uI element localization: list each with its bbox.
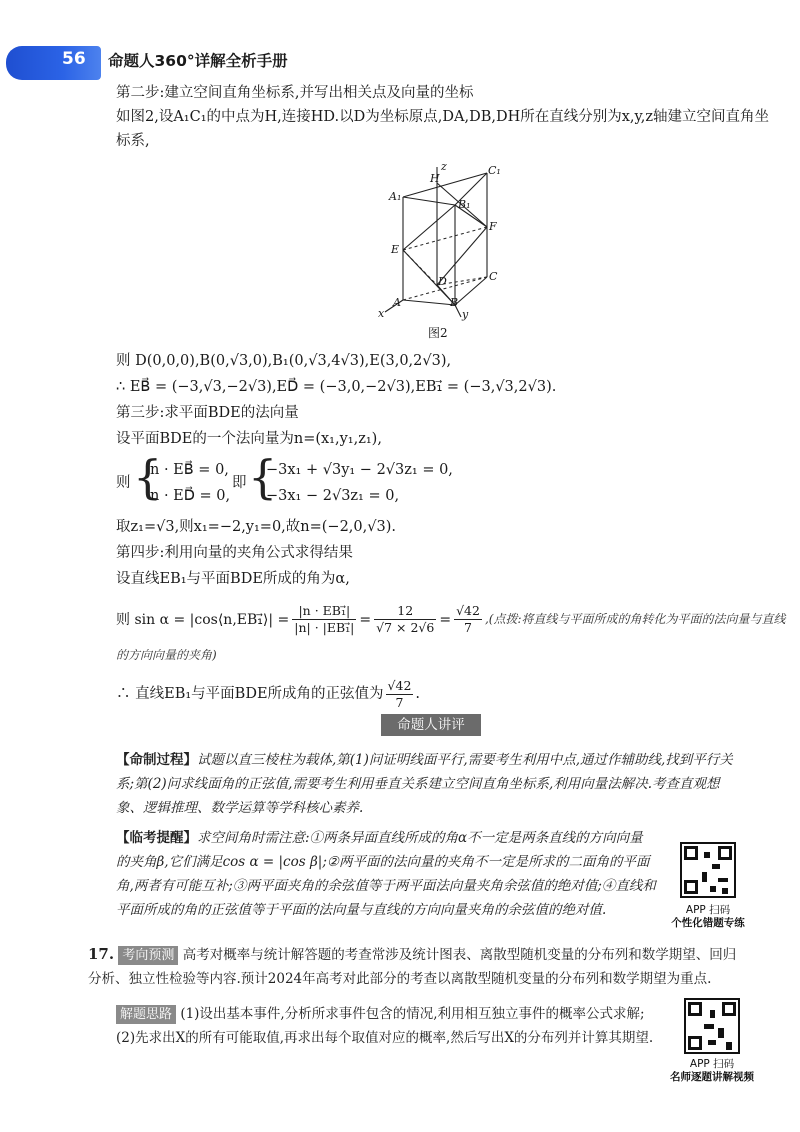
label-f: F [489, 220, 497, 233]
qr1-caption [664, 904, 752, 930]
frac-1 [292, 603, 356, 637]
book-title: 命题人360°详解全析手册 [108, 52, 288, 70]
set-angle: 设直线EB₁与平面BDE所成的角为α, [116, 571, 350, 587]
idea-text-1: (1)设出基本事件,分析所求事件包含的情况,利用相互独立事件的概率公式求解; [180, 1006, 645, 1022]
brace-right: { [248, 450, 278, 504]
reminder-label: 【临考提醒】 [116, 830, 197, 846]
forecast-tag: 考向预测 [118, 946, 178, 965]
set-normal: 设平面BDE的一个法向量为n=(x₁,y₁,z₁), [116, 431, 382, 447]
commentary-badge: 命题人讲评 [381, 714, 481, 736]
conclusion-den: 7 [395, 695, 404, 711]
step2-title: 第二步:建立空间直角坐标系,并写出相关点及向量的坐标 [116, 85, 474, 101]
label-x: x [378, 307, 385, 320]
page-number: 56 [62, 49, 86, 69]
vectors-line: ∴ EB⃗ = (−3,√3,−2√3),ED⃗ = (−3,0,−2√3),EB₁⃗ = (−3,√3,2√3). [116, 379, 557, 395]
edge-ab [403, 300, 455, 305]
hint-note-cont: 的方向向量的夹角) [116, 648, 217, 662]
reminder-text: 求空间角时需注意:①两条异面直线所成的角α不一定是两条直线的方向向量的夹角β,它们满足cos α = |cos β|;②两平面的法向量的夹角不一定是所求的二面角的平面角,两者有可能互补;③两平面夹角的余弦值等于两平面法向量夹角余弦值的绝对值;④直线和平面所成的角的正弦值等于平面的法向量与直线的方向向量夹角的余弦值的绝对值. [116, 830, 656, 918]
label-h: H [430, 172, 440, 185]
header-band [6, 46, 101, 80]
label-b1: B₁ [458, 198, 471, 211]
process-text: 试题以直三棱柱为载体,第(1)问证明线面平行,需要考生利用中点,通过作辅助线,找到平行关系;第(2)问求线面角的正弦值,需要考生利用垂直关系建立空间直角坐标系,利用向量法解决.考查直观想象、逻辑推理、数学运算等学科核心素养. [116, 752, 733, 816]
sin-prefix: 则 sin α = |cos⟨n,EB₁⃗⟩| = [116, 611, 290, 628]
process-paragraph [116, 748, 736, 820]
process-label: 【命制过程】 [116, 752, 197, 768]
step4-title: 第四步:利用向量的夹角公式求得结果 [116, 545, 353, 561]
sys-right-1: −3x₁ + √3y₁ − 2√3z₁ = 0, [266, 462, 453, 478]
frac1-den: |n| · |EB₁⃗| [294, 620, 355, 636]
conclusion-frac [386, 678, 414, 712]
idea-tag: 解题思路 [116, 1005, 176, 1024]
points-line: 则 D(0,0,0),B(0,√3,0),B₁(0,√3,4√3),E(3,0,2√3), [116, 353, 452, 369]
qr2-caption [664, 1058, 760, 1084]
frac3-den: 7 [464, 620, 472, 636]
eq-2: = [439, 611, 452, 628]
qr2-line2: 名师逐题讲解视频 [670, 1071, 754, 1083]
label-d: D [438, 275, 447, 288]
hint-note: ,(点拨:将直线与平面所成的角转化为平面的法向量与直线 [484, 611, 786, 626]
ji-label: 即 [232, 475, 247, 491]
edge-a1b1 [403, 197, 455, 205]
frac-2 [374, 603, 436, 637]
q17-forecast [88, 942, 748, 991]
take-line: 取z₁=√3,则x₁=−2,y₁=0,故n=(−2,0,√3). [116, 519, 396, 535]
step2-line1: 如图2,设A₁C₁的中点为H,连接HD.以D为坐标原点,DA,DB,DH所在直线分别为x,y,z轴建立空间直角坐 [116, 109, 770, 125]
q17-idea [116, 1002, 676, 1050]
frac1-num: |n · EB₁⃗| [292, 603, 356, 620]
label-a: A [393, 296, 401, 309]
q17-number: 17. [88, 945, 115, 963]
forecast-text: 高考对概率与统计解答题的考查常涉及统计图表、离散型随机变量的分布列和数学期望、回归分析、独立性检验等内容.预计2024年高考对此部分的考查以离散型随机变量的分布列和数学期望为重点. [88, 947, 737, 987]
frac3-num: √42 [454, 603, 482, 620]
label-c: C [489, 270, 498, 283]
conclusion-prefix: ∴ 直线EB₁与平面BDE所成角的正弦值为 [116, 686, 384, 703]
sys-left-1: n · EB⃗ = 0, [150, 462, 229, 478]
label-y: y [462, 308, 469, 321]
frac2-den: √7 × 2√6 [376, 620, 435, 636]
edge-bc [455, 277, 487, 305]
sys-right-2: −3x₁ − 2√3z₁ = 0, [266, 488, 400, 504]
then-label: 则 [116, 475, 131, 491]
reminder-paragraph [116, 826, 656, 922]
step2-line2: 标系, [116, 133, 150, 149]
edge-ed-hidden [403, 250, 437, 285]
label-c1: C₁ [488, 164, 501, 177]
qr1-line1: APP 扫码 [685, 904, 731, 916]
label-b: B [450, 296, 459, 309]
label-z: z [441, 160, 447, 173]
qr1-line2: 个性化错题专练 [671, 917, 745, 929]
conclusion-num: √42 [386, 678, 414, 695]
idea-text-2: (2)先求出X的所有可能取值,再求出每个取值对应的概率,然后写出X的分布列并计算其期望. [116, 1030, 654, 1046]
step3-title: 第三步:求平面BDE的法向量 [116, 405, 299, 421]
frac-3 [454, 603, 482, 637]
conclusion-period: . [415, 686, 421, 703]
label-e: E [391, 243, 400, 256]
qr-code-1[interactable] [680, 842, 736, 898]
conclusion [116, 678, 420, 712]
brace-left: { [133, 450, 163, 504]
sys-left-2: n · ED⃗ = 0, [150, 488, 231, 504]
label-a1: A₁ [389, 190, 402, 203]
qr2-line1: APP 扫码 [689, 1058, 735, 1070]
eq-1: = [359, 611, 372, 628]
sin-formula [116, 603, 786, 637]
frac2-num: 12 [374, 603, 436, 620]
figure-caption: 图2 [428, 326, 448, 340]
qr-code-2[interactable] [684, 998, 740, 1054]
